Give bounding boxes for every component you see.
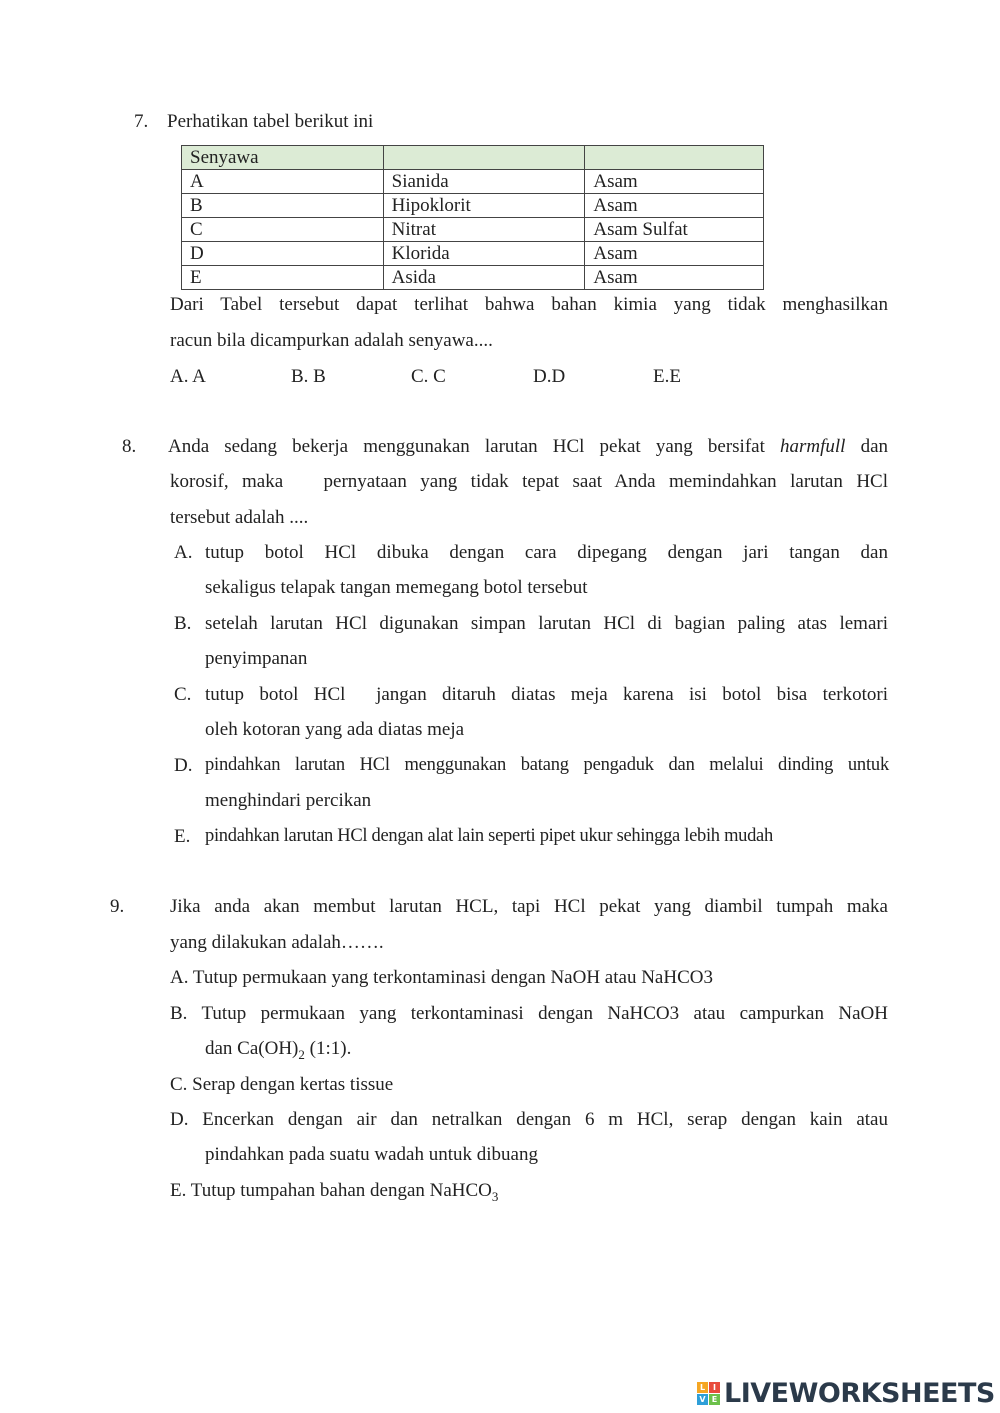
logo-block: E xyxy=(709,1394,720,1405)
q9-option-d-line[interactable]: pindahkan pada suatu wadah untuk dibuang xyxy=(205,1144,538,1165)
table-cell: C xyxy=(182,218,384,242)
q9-option-e-text: E. Tutup tumpahan bahan dengan NaHCO xyxy=(170,1180,492,1201)
table-header-cell xyxy=(585,146,764,170)
table-header-row xyxy=(182,146,764,170)
q9-option-d-line[interactable]: D. Encerkan dengan air dan netralkan dengan 6 m HCl, serap dengan kain atau xyxy=(170,1109,888,1130)
logo-block: L xyxy=(697,1382,708,1393)
q8-line1-italic: harmfull xyxy=(780,436,846,457)
table-cell: Klorida xyxy=(383,242,585,266)
q7-option-c[interactable]: C. C xyxy=(411,366,446,387)
table-cell: Asam xyxy=(585,266,764,290)
q7-option-d[interactable]: D.D xyxy=(533,366,566,387)
q9-line: Jika anda akan membut larutan HCL, tapi HCl pekat yang diambil tumpah maka xyxy=(170,896,888,917)
q8-line1-post: dan xyxy=(860,436,889,457)
table-cell: Asam xyxy=(585,242,764,266)
q9-option-e[interactable] xyxy=(170,1180,498,1205)
table-row xyxy=(182,170,764,194)
table-cell: Asam xyxy=(585,194,764,218)
q8-option-d-line[interactable]: pindahkan larutan HCl menggunakan batang pengaduk dan melalui dinding untuk xyxy=(205,755,889,775)
q8-option-c-line[interactable]: oleh kotoran yang ada diatas meja xyxy=(205,719,465,740)
table-row xyxy=(182,194,764,218)
table-cell: Asida xyxy=(383,266,585,290)
table-cell: E xyxy=(182,266,384,290)
logo-block: V xyxy=(697,1394,708,1405)
logo-blocks-icon xyxy=(697,1382,720,1405)
q9-option-c[interactable]: C. Serap dengan kertas tissue xyxy=(170,1074,394,1095)
q8-option-b-line[interactable]: penyimpanan xyxy=(205,648,308,669)
q8-option-letter[interactable]: D. xyxy=(174,755,193,776)
table-cell: Hipoklorit xyxy=(383,194,585,218)
q9-option-b-line[interactable]: B. Tutup permukaan yang terkontaminasi dengan NaHCO3 atau campurkan NaOH xyxy=(170,1003,888,1024)
q8-number: 8. xyxy=(122,436,137,457)
q7-prompt: Perhatikan tabel berikut ini xyxy=(167,111,374,132)
q9-number: 9. xyxy=(110,896,125,917)
q9-line: yang dilakukan adalah……. xyxy=(170,932,384,953)
q7-option-e[interactable]: E.E xyxy=(653,366,681,387)
q9-option-b-subscript: 2 xyxy=(298,1046,305,1062)
table-header-cell xyxy=(383,146,585,170)
q8-option-letter[interactable]: B. xyxy=(174,613,192,634)
q8-line xyxy=(168,436,888,458)
q9-option-b-text: dan Ca(OH) xyxy=(205,1038,299,1059)
logo-text: LIVEWORKSHEETS xyxy=(724,1377,995,1409)
q7-question-line: Dari Tabel tersebut dapat terlihat bahwa bahan kimia yang tidak menghasilkan xyxy=(170,294,888,315)
q7-option-b[interactable]: B. B xyxy=(291,366,326,387)
table-cell: Asam Sulfat xyxy=(585,218,764,242)
q8-line: tersebut adalah .... xyxy=(170,507,309,528)
liveworksheets-logo xyxy=(697,1378,995,1408)
table-cell: D xyxy=(182,242,384,266)
q8-option-letter[interactable]: E. xyxy=(174,826,191,847)
q7-number: 7. xyxy=(134,111,149,132)
q9-option-b-line[interactable] xyxy=(205,1038,351,1063)
q9-option-b-text: (1:1). xyxy=(304,1038,352,1059)
table-row xyxy=(182,242,764,266)
table-cell: Asam xyxy=(585,170,764,194)
q8-option-letter[interactable]: A. xyxy=(174,542,193,563)
q8-option-c-line[interactable]: tutup botol HCl jangan ditaruh diatas meja karena isi botol bisa terkotori xyxy=(205,684,888,705)
q8-option-e-line[interactable]: pindahkan larutan HCl dengan alat lain seperti pipet ukur sehingga lebih mudah xyxy=(205,826,773,846)
q7-table xyxy=(181,145,764,290)
table-header-cell: Senyawa xyxy=(182,146,384,170)
table-cell: B xyxy=(182,194,384,218)
q7-option-a[interactable]: A. A xyxy=(170,366,206,387)
q7-question-line: racun bila dicampurkan adalah senyawa.... xyxy=(170,330,493,351)
q8-option-a-line[interactable]: tutup botol HCl dibuka dengan cara dipegang dengan jari tangan dan xyxy=(205,542,888,563)
q8-line1-pre: Anda sedang bekerja menggunakan larutan HCl pekat yang bersifat xyxy=(168,436,765,457)
q8-option-a-line[interactable]: sekaligus telapak tangan memegang botol tersebut xyxy=(205,577,588,598)
q8-option-letter[interactable]: C. xyxy=(174,684,192,705)
table-row xyxy=(182,218,764,242)
q8-option-d-line[interactable]: menghindari percikan xyxy=(205,790,372,811)
q8-line: korosif, maka pernyataan yang tidak tepat saat Anda memindahkan larutan HCl xyxy=(170,471,888,492)
q8-option-b-line[interactable]: setelah larutan HCl digunakan simpan larutan HCl di bagian paling atas lemari xyxy=(205,613,888,634)
logo-block: I xyxy=(709,1382,720,1393)
table-cell: Sianida xyxy=(383,170,585,194)
table-cell: A xyxy=(182,170,384,194)
q9-option-a[interactable]: A. Tutup permukaan yang terkontaminasi dengan NaOH atau NaHCO3 xyxy=(170,967,713,988)
table-row xyxy=(182,266,764,290)
table-cell: Nitrat xyxy=(383,218,585,242)
q9-option-e-subscript: 3 xyxy=(491,1188,499,1204)
